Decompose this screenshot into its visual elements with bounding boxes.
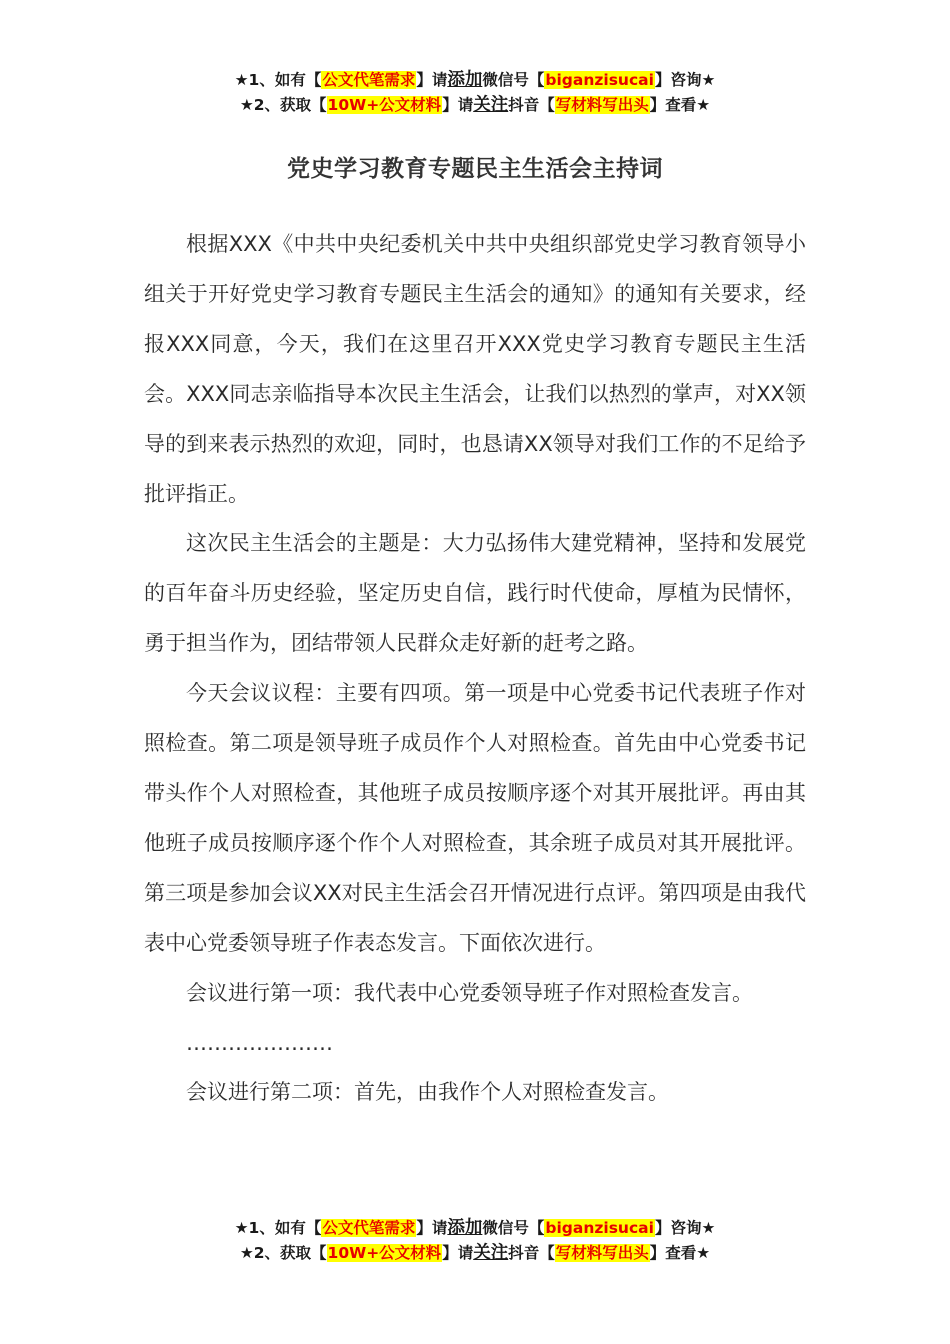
highlight-wechat-id: biganzisucai [545,1219,654,1237]
promo-line-2: ★2、获取【10W+公文材料】请关注抖音【写材料写出头】查看★ [239,95,711,115]
highlight-writing-service: 公文代笔需求 [322,1219,416,1237]
document-body [144,220,806,1118]
paragraph-notice: 根据XXX《中共中央纪委机关中共中央组织部党史学习教育领导小组关于开好党史学习教育专题民主生活会的通知》的通知有关要求，经报XXX同意，今天，我们在这里召开XXX党史学习教育专题民主生活会。XXX同志亲临指导本次民主生活会，让我们以热烈的掌声，对XX领导的到来表示热烈的欢迎，同时，也恳请XX领导对我们工作的不足给予批评指正。 [144,232,806,506]
paragraph-item-one: 会议进行第一项：我代表中心党委领导班子作对照检查发言。 [186,980,753,1005]
emphasis-add: 添加 [447,1218,483,1238]
emphasis-add: 添加 [447,70,483,90]
promo-line-1: ★1、如有【公文代笔需求】请添加微信号【biganzisucai】咨询★ [234,1218,716,1238]
document-title: 党史学习教育专题民主生活会主持词 [287,156,663,182]
emphasis-follow: 关注 [473,95,509,115]
promo-line-1: ★1、如有【公文代笔需求】请添加微信号【biganzisucai】咨询★ [234,70,716,90]
highlight-douyin-account: 写材料写出头 [555,96,649,114]
promo-banner-top [0,68,950,118]
highlight-writing-service: 公文代笔需求 [322,71,416,89]
paragraph-item-two: 会议进行第二项：首先，由我作个人对照检查发言。 [186,1080,669,1105]
emphasis-follow: 关注 [473,1243,509,1263]
highlight-douyin-account: 写材料写出头 [555,1244,649,1262]
highlight-materials: 10W+公文材料 [327,1244,442,1262]
paragraph-ellipsis: ………………… [186,1030,333,1055]
highlight-materials: 10W+公文材料 [327,96,442,114]
promo-banner-bottom [0,1216,950,1266]
paragraph-agenda: 今天会议议程：主要有四项。第一项是中心党委书记代表班子作对照检查。第二项是领导班子成员作个人对照检查。首先由中心党委书记带头作个人对照检查，其他班子成员按顺序逐个对其开展批评。再由其他班子成员按顺序逐个作个人对照检查，其余班子成员对其开展批评。第三项是参加会议XX对民主生活会召开情况进行点评。第四项是由我代表中心党委领导班子作表态发言。下面依次进行。 [144,681,806,955]
paragraph-theme: 这次民主生活会的主题是：大力弘扬伟大建党精神，坚持和发展党的百年奋斗历史经验，坚定历史自信，践行时代使命，厚植为民情怀，勇于担当作为，团结带领人民群众走好新的赶考之路。 [144,531,806,656]
highlight-wechat-id: biganzisucai [545,71,654,89]
promo-line-2: ★2、获取【10W+公文材料】请关注抖音【写材料写出头】查看★ [239,1243,711,1263]
